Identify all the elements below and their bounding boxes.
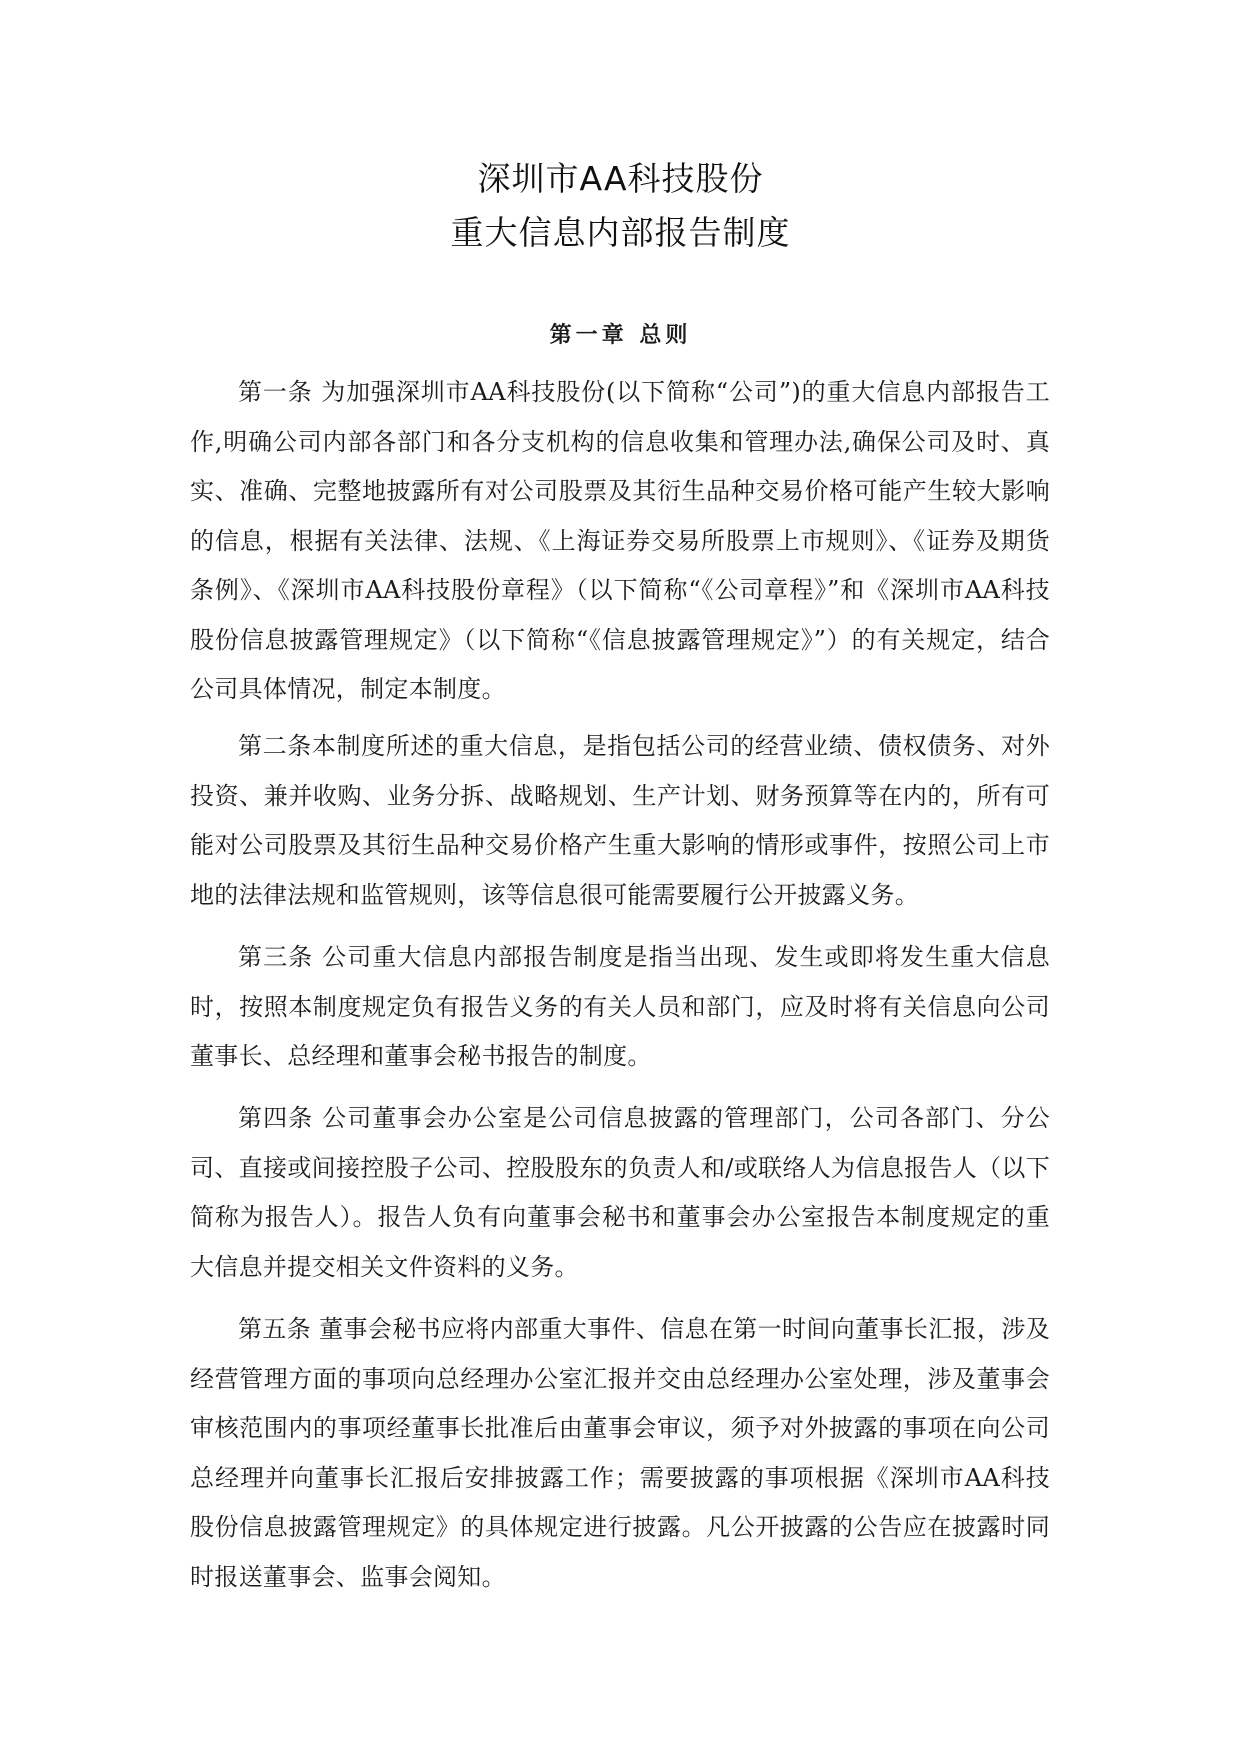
document-title bbox=[0, 152, 1241, 260]
title-subject: 重大信息内部报告制度 bbox=[450, 213, 791, 252]
article-paragraph: 第四条 公司董事会办公室是公司信息披露的管理部门，公司各部门、分公司、直接或间接控股子公司、控股股东的负责人和/或联络人为信息报告人（以下简称为报告人）。报告人负有向董事会秘书和董事会办公室报告本制度规定的重大信息并提交相关文件资料的义务。 bbox=[190, 1104, 1050, 1281]
title-company: 深圳市AA科技股份 bbox=[477, 159, 764, 198]
article-paragraph: 第二条本制度所述的重大信息，是指包括公司的经营业绩、债权债务、对外投资、兼并收购、业务分拆、战略规划、生产计划、财务预算等在内的，所有可能对公司股票及其衍生品种交易价格产生重大影响的情形或事件，按照公司上市地的法律法规和监管规则，该等信息很可能需要履行公开披露义务。 bbox=[190, 732, 1050, 909]
article-paragraph: 第五条 董事会秘书应将内部重大事件、信息在第一时间向董事长汇报，涉及经营管理方面的事项向总经理办公室汇报并交由总经理办公室处理，涉及董事会审核范围内的事项经董事长批准后由董事会审议，须予对外披露的事项在向公司总经理并向董事长汇报后安排披露工作；需要披露的事项根据《深圳市AA科技股份信息披露管理规定》的具体规定进行披露。凡公开披露的公告应在披露时同时报送董事会、监事会阅知。 bbox=[190, 1315, 1050, 1591]
chapter-heading: 第一章 总则 bbox=[549, 323, 692, 348]
article-paragraph: 第三条 公司重大信息内部报告制度是指当出现、发生或即将发生重大信息时，按照本制度规定负有报告义务的有关人员和部门，应及时将有关信息向公司董事长、总经理和董事会秘书报告的制度。 bbox=[190, 943, 1050, 1070]
article-paragraph: 第一条 为加强深圳市AA科技股份(以下简称“公司”)的重大信息内部报告工作,明确公司内部各部门和各分支机构的信息收集和管理办法,确保公司及时、真实、准确、完整地披露所有对公司股票及其衍生品种交易价格可能产生较大影响的信息，根据有关法律、法规、《上海证券交易所股票上市规则》、《证券及期货条例》、《深圳市AA科技股份章程》（以下简称“《公司章程》”和《深圳市AA科技股份信息披露管理规定》（以下简称“《信息披露管理规定》”）的有关规定，结合公司具体情况，制定本制度。 bbox=[190, 378, 1050, 703]
